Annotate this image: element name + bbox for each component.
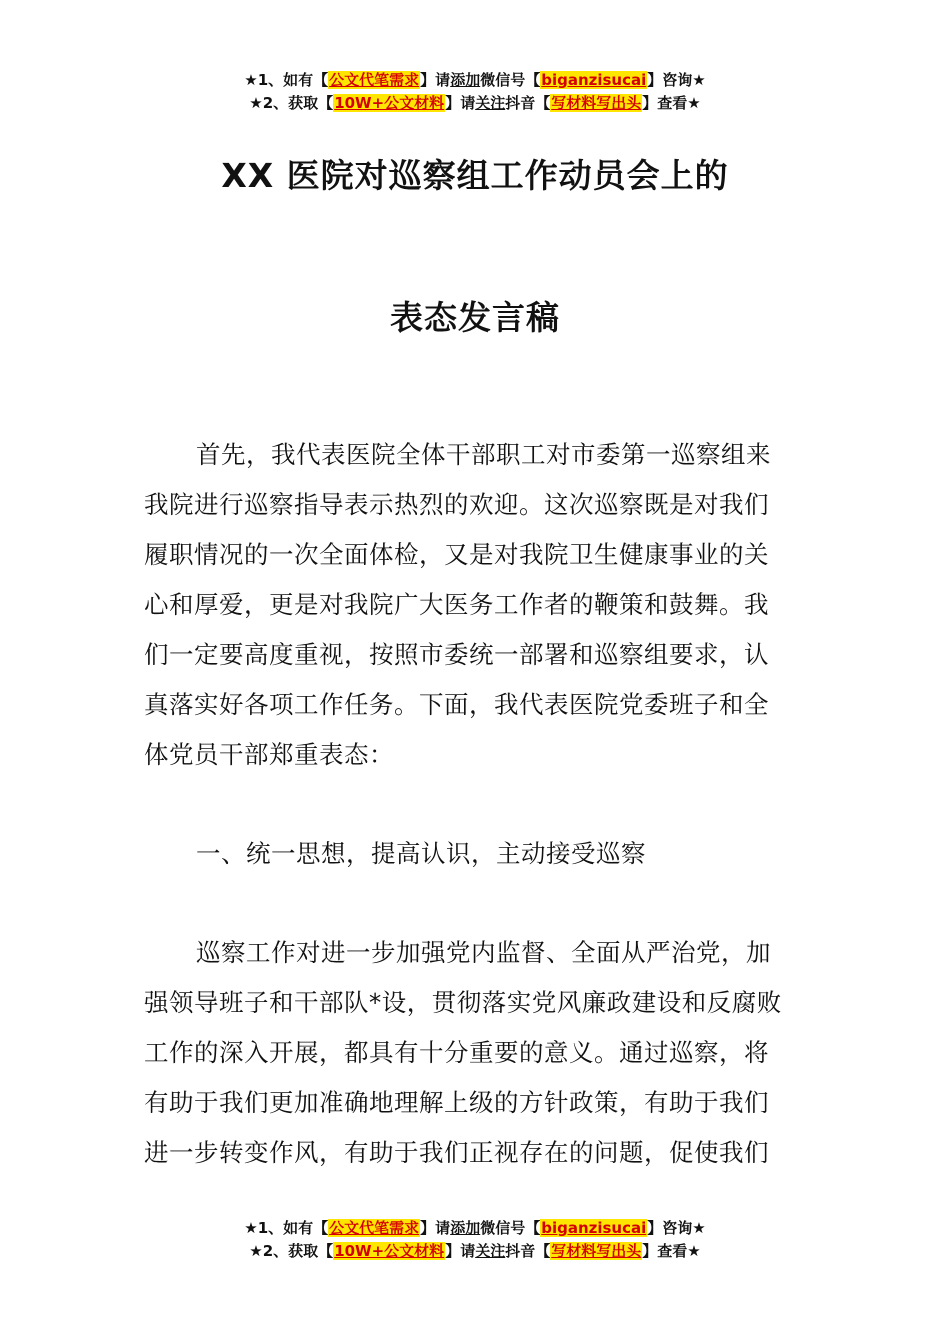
- promo-highlight: biganzisucai: [541, 71, 647, 89]
- paragraph-line: 履职情况的一次全面体检，又是对我院卫生健康事业的关: [144, 540, 769, 569]
- paragraph-line: 体党员干部郑重表态：: [144, 740, 394, 769]
- promo-highlight: 10W+公文材料: [334, 94, 445, 112]
- paragraph-line: 工作的深入开展，都具有十分重要的意义。通过巡察，将: [144, 1038, 769, 1067]
- promo-text: ★2、获取【: [249, 1242, 334, 1260]
- promo-line-2: [0, 92, 950, 115]
- promo-underline: 添加: [450, 71, 481, 89]
- promo-text: ★1、如有【: [244, 71, 329, 89]
- promo-text: 微信号【: [480, 1219, 541, 1237]
- document-title-line-1: XX 医院对巡察组工作动员会上的: [221, 156, 729, 195]
- promo-text: 】查看★: [642, 94, 701, 112]
- promo-text: 抖音【: [505, 1242, 551, 1260]
- paragraph-line: 强领导班子和干部队*设，贯彻落实党风廉政建设和反腐败: [144, 988, 782, 1017]
- promo-underline: 添加: [450, 1219, 481, 1237]
- promo-text: 】咨询★: [647, 71, 706, 89]
- promo-line-1: [0, 69, 950, 92]
- promo-text: 】请: [420, 71, 451, 89]
- promo-text: 】请: [445, 94, 476, 112]
- section-heading-text: 一、统一思想，提高认识，主动接受巡察: [196, 839, 646, 868]
- promo-highlight: biganzisucai: [541, 1219, 647, 1237]
- promo-text: 】查看★: [642, 1242, 701, 1260]
- paragraph-intro: [144, 430, 806, 780]
- promo-highlight: 10W+公文材料: [334, 1242, 445, 1260]
- paragraph-line: 巡察工作对进一步加强党内监督、全面从严治党，加: [196, 938, 771, 967]
- promo-text: 抖音【: [505, 94, 551, 112]
- promo-highlight: 写材料写出头: [551, 94, 642, 112]
- promo-line-1: [0, 1217, 950, 1240]
- paragraph-line: 首先，我代表医院全体干部职工对市委第一巡察组来: [196, 440, 771, 469]
- promo-banner-bottom: [0, 1217, 950, 1263]
- paragraph-section-1: [144, 928, 806, 1178]
- promo-line-2: [0, 1240, 950, 1263]
- promo-text: 】请: [420, 1219, 451, 1237]
- paragraph-line: 我院进行巡察指导表示热烈的欢迎。这次巡察既是对我们: [144, 490, 769, 519]
- promo-banner-top: [0, 69, 950, 115]
- paragraph-line: 们一定要高度重视，按照市委统一部署和巡察组要求，认: [144, 640, 769, 669]
- promo-underline: 关注: [475, 94, 506, 112]
- promo-text: 】咨询★: [647, 1219, 706, 1237]
- paragraph-line: 真落实好各项工作任务。下面，我代表医院党委班子和全: [144, 690, 769, 719]
- paragraph-line: 进一步转变作风，有助于我们正视存在的问题，促使我们: [144, 1138, 769, 1167]
- promo-highlight: 写材料写出头: [551, 1242, 642, 1260]
- promo-highlight: 公文代笔需求: [329, 71, 420, 89]
- paragraph-line: 有助于我们更加准确地理解上级的方针政策，有助于我们: [144, 1088, 769, 1117]
- document-title-line-2: 表态发言稿: [390, 298, 560, 337]
- promo-text: 】请: [445, 1242, 476, 1260]
- section-heading: [144, 829, 806, 879]
- promo-text: ★2、获取【: [249, 94, 334, 112]
- promo-text: 微信号【: [480, 71, 541, 89]
- paragraph-line: 心和厚爱，更是对我院广大医务工作者的鞭策和鼓舞。我: [144, 590, 769, 619]
- promo-highlight: 公文代笔需求: [329, 1219, 420, 1237]
- promo-underline: 关注: [475, 1242, 506, 1260]
- promo-text: ★1、如有【: [244, 1219, 329, 1237]
